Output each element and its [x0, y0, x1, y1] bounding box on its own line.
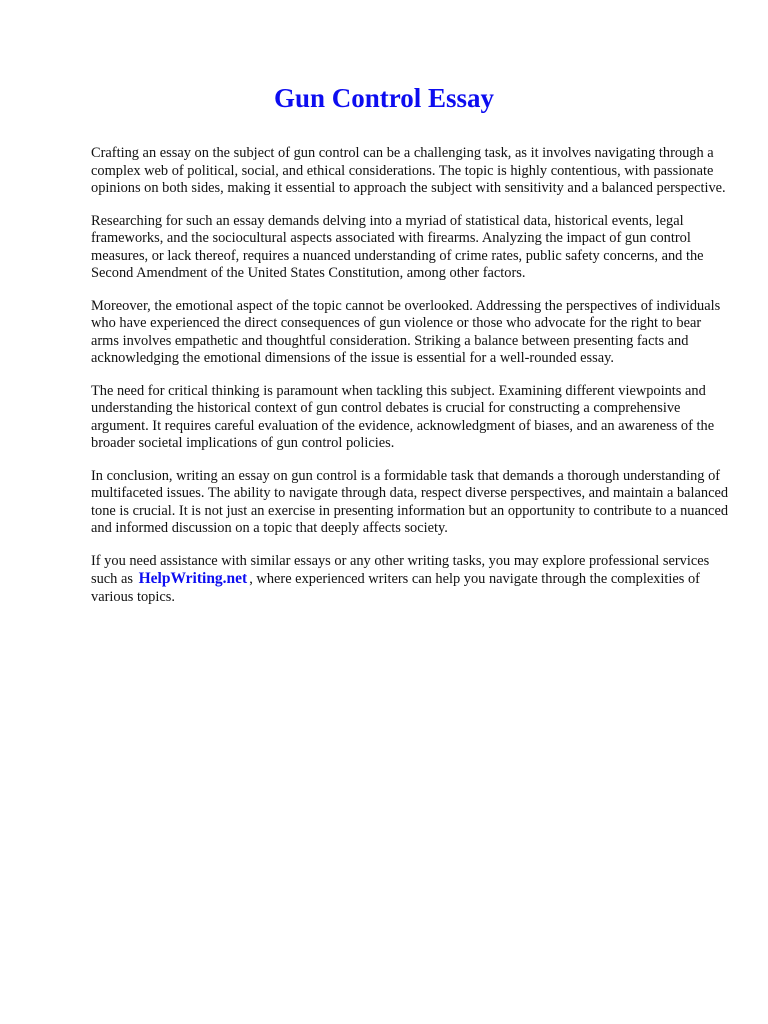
closing-text-after: , where experienced writers can help you navigate through the complexities of various topics. [91, 571, 700, 605]
paragraph-research: Researching for such an essay demands delving into a myriad of statistical data, historical events, legal frameworks, and the sociocultural aspects associated with firearms. Analyzing the impact of gun control measures, or lack thereof, requires a nuanced understanding of crime rates, public safety concerns, and the Second Amendment of the United States Constitution, among other factors. [91, 212, 704, 281]
paragraph-emotional: Moreover, the emotional aspect of the topic cannot be overlooked. Addressing the perspectives of individuals who have experienced the direct consequences of gun violence or those who advocate for the right to bear arms involves empathetic and thoughtful consideration. Striking a balance between presenting facts and acknowledging the emotional dimensions of the issue is essential for a well-rounded essay. [91, 297, 721, 366]
paragraph-conclusion: In conclusion, writing an essay on gun control is a formidable task that demands a thorough understanding of multifaceted issues. The ability to navigate through data, respect diverse perspectives, and maintain a balanced tone is crucial. It is not just an exercise in presenting information but an opportunity to contribute to a nuanced and informed discussion on a topic that deeply affects society. [91, 467, 729, 536]
essay-body [91, 145, 731, 618]
page-title: Gun Control Essay [273, 83, 495, 113]
paragraph-closing [91, 553, 731, 607]
helpwriting-link[interactable]: HelpWriting.net [138, 570, 248, 587]
paragraph-intro: Crafting an essay on the subject of gun control can be a challenging task, as it involves navigating through a complex web of political, social, and ethical considerations. The topic is highly contentious, with passionate opinions on both sides, making it essential to approach the subject with sensitivity and a balanced perspective. [91, 145, 726, 196]
closing-text-before: If you need assistance with similar essays or any other writing tasks, you may explore professional services such as [91, 552, 710, 587]
paragraph-critical-thinking: The need for critical thinking is paramount when tackling this subject. Examining different viewpoints and understanding the historical context of gun control debates is crucial for constructing a comprehensive argument. It requires careful evaluation of the evidence, acknowledgment of biases, and an awareness of the broader societal implications of gun control policies. [91, 382, 715, 451]
